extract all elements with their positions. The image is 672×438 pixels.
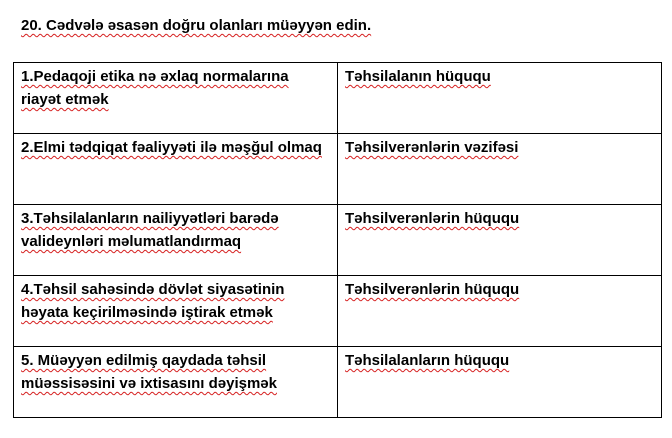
row-3-statement: 3.Təhsilalanların nailiyyətləri barədə valideynləri məlumatlandırmaq (21, 210, 279, 250)
row-1-statement-cell (14, 63, 338, 134)
row-2-category-cell (338, 134, 662, 205)
row-5-statement-cell (14, 347, 338, 418)
row-2-category: Təhsilverənlərin vəzifəsi (345, 139, 519, 156)
row-4-category-cell (338, 276, 662, 347)
table-row (14, 347, 662, 418)
row-3-statement-cell (14, 205, 338, 276)
row-4-statement: 4.Təhsil sahəsində dövlət siyasətinin həyata keçirilməsində iştirak etmək (21, 281, 285, 321)
row-4-category: Təhsilverənlərin hüququ (345, 281, 520, 298)
row-1-category: Təhsilalanın hüququ (345, 68, 491, 85)
row-5-statement: 5. Müəyyən edilmiş qaydada təhsil müəssisəsini və ixtisasını dəyişmək (21, 352, 277, 392)
question-text: 20. Cədvələ əsasən doğru olanları müəyyən edin. (21, 17, 372, 34)
question-title (21, 17, 371, 34)
answer-table (13, 62, 662, 418)
table-row (14, 205, 662, 276)
row-5-category: Təhsilalanların hüququ (345, 352, 510, 369)
row-2-statement-cell (14, 134, 338, 205)
row-3-category: Təhsilverənlərin hüququ (345, 210, 520, 227)
table-row (14, 63, 662, 134)
row-3-category-cell (338, 205, 662, 276)
table-row (14, 276, 662, 347)
row-4-statement-cell (14, 276, 338, 347)
table-row (14, 134, 662, 205)
row-2-statement: 2.Elmi tədqiqat fəaliyyəti ilə məşğul olmaq (21, 139, 322, 156)
row-1-category-cell (338, 63, 662, 134)
row-5-category-cell (338, 347, 662, 418)
row-1-statement: 1.Pedaqoji etika nə əxlaq normalarına riayət etmək (21, 68, 289, 108)
